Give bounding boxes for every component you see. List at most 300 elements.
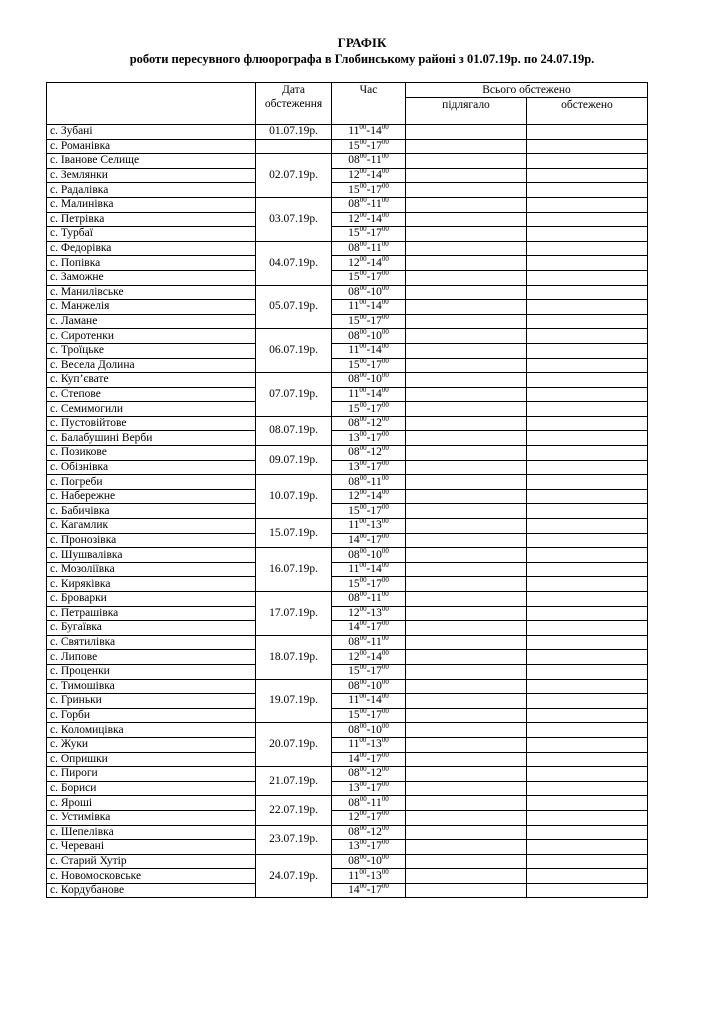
time-start-minutes: 00 [359, 299, 367, 307]
time-end-hour: 12 [370, 446, 382, 459]
examined-count-cell [527, 606, 648, 621]
time-start-hour: 08 [348, 854, 360, 867]
time-end-minutes: 00 [381, 722, 389, 730]
time-start-hour: 12 [348, 606, 360, 619]
examined-count-cell [527, 533, 648, 548]
time-dash: - [366, 825, 371, 838]
time-start-hour: 14 [348, 752, 360, 765]
village-cell: с. Балабушині Верби [47, 431, 256, 446]
time-start-hour: 12 [348, 811, 360, 824]
time-end-hour: 14 [370, 300, 382, 313]
examined-count-cell [527, 752, 648, 767]
time-cell [332, 402, 406, 417]
time-end-hour: 17 [370, 665, 382, 678]
time-start-minutes: 00 [359, 358, 367, 365]
time-start-minutes: 00 [359, 635, 367, 643]
village-cell: с. Бабичівка [47, 504, 256, 519]
time-end-hour: 17 [370, 504, 382, 517]
subject-count-cell [406, 840, 527, 855]
village-cell: с. Шушвалівка [47, 548, 256, 563]
date-cell: 09.07.19р. [256, 446, 332, 475]
time-start-hour: 12 [348, 256, 360, 269]
village-cell: с. Липове [47, 650, 256, 665]
time-end-hour: 13 [370, 869, 382, 882]
village-cell: с. Троїцьке [47, 343, 256, 358]
subject-count-cell [406, 869, 527, 884]
time-start-hour: 08 [348, 373, 360, 386]
subject-count-cell [406, 577, 527, 592]
time-end-hour: 17 [370, 621, 382, 634]
examined-count-cell [527, 329, 648, 344]
time-start-hour: 08 [348, 446, 360, 459]
subject-count-cell [406, 825, 527, 840]
subject-count-cell [406, 256, 527, 271]
village-cell: с. Яроші [47, 796, 256, 811]
time-start-minutes: 00 [359, 766, 367, 774]
subject-count-cell [406, 270, 527, 285]
time-cell [332, 796, 406, 811]
time-dash: - [366, 387, 371, 400]
date-cell [256, 139, 332, 154]
time-dash: - [366, 563, 371, 576]
time-start-hour: 14 [348, 884, 360, 897]
time-start-hour: 11 [348, 300, 360, 313]
table-row [47, 548, 648, 563]
time-start-minutes: 00 [359, 547, 367, 555]
time-end-hour: 11 [370, 636, 382, 649]
time-dash: - [366, 285, 371, 298]
subject-count-cell [406, 767, 527, 782]
time-end-hour: 17 [370, 884, 382, 897]
examined-count-cell [527, 241, 648, 256]
time-start-hour: 08 [348, 825, 360, 838]
time-cell [332, 314, 406, 329]
examined-count-cell [527, 504, 648, 519]
date-cell: 08.07.19р. [256, 416, 332, 445]
table-row [47, 183, 648, 198]
table-row [47, 329, 648, 344]
date-cell: 23.07.19р. [256, 825, 332, 854]
time-cell [332, 285, 406, 300]
date-cell: 06.07.19р. [256, 329, 332, 373]
time-end-hour: 14 [370, 212, 382, 225]
subject-count-cell [406, 358, 527, 373]
time-start-hour: 08 [348, 679, 360, 692]
time-start-minutes: 00 [359, 139, 367, 147]
time-end-hour: 10 [370, 329, 382, 342]
subject-count-cell [406, 125, 527, 140]
time-start-hour: 08 [348, 767, 360, 780]
subject-count-cell [406, 285, 527, 300]
village-cell: с. Проценки [47, 664, 256, 679]
time-dash: - [366, 869, 371, 882]
subject-count-cell [406, 431, 527, 446]
time-start-hour: 15 [348, 183, 360, 196]
time-dash: - [366, 256, 371, 269]
subject-header: підлягало [406, 98, 527, 125]
time-end-minutes: 00 [381, 270, 389, 278]
examined-count-cell [527, 489, 648, 504]
time-start-minutes: 00 [359, 810, 367, 818]
village-cell: с. Куп’євате [47, 373, 256, 388]
time-end-minutes: 00 [381, 255, 389, 263]
table-row [47, 358, 648, 373]
time-cell [332, 475, 406, 490]
date-cell: 17.07.19р. [256, 592, 332, 636]
village-cell: с. Черевані [47, 840, 256, 855]
village-cell: с. Жуки [47, 737, 256, 752]
village-cell: с. Старий Хутір [47, 854, 256, 869]
subject-count-cell [406, 241, 527, 256]
table-row [47, 737, 648, 752]
time-end-hour: 14 [370, 563, 382, 576]
time-end-minutes: 00 [381, 416, 389, 424]
time-cell [332, 606, 406, 621]
examined-count-cell [527, 402, 648, 417]
subject-count-cell [406, 810, 527, 825]
time-cell [332, 329, 406, 344]
time-start-hour: 15 [348, 709, 360, 722]
table-row [47, 533, 648, 548]
time-end-minutes: 00 [381, 781, 389, 789]
time-dash: - [366, 592, 371, 605]
time-cell [332, 256, 406, 271]
village-cell: с. Бугаївка [47, 621, 256, 636]
time-cell [332, 562, 406, 577]
time-dash: - [366, 431, 371, 444]
time-start-hour: 15 [348, 402, 360, 415]
examined-count-cell [527, 548, 648, 563]
time-end-minutes: 00 [381, 474, 389, 482]
time-end-minutes: 00 [381, 606, 389, 614]
time-start-hour: 15 [348, 577, 360, 590]
time-start-hour: 15 [348, 271, 360, 284]
time-start-hour: 08 [348, 417, 360, 430]
time-cell [332, 723, 406, 738]
time-cell [332, 358, 406, 373]
schedule-table [46, 82, 648, 898]
table-row [47, 314, 648, 329]
village-cell: с. Коломицівка [47, 723, 256, 738]
time-start-minutes: 00 [359, 533, 367, 541]
time-dash: - [366, 811, 371, 824]
village-cell: с. Малинівка [47, 197, 256, 212]
time-end-hour: 14 [370, 387, 382, 400]
subject-count-cell [406, 592, 527, 607]
time-cell [332, 212, 406, 227]
time-dash: - [366, 650, 371, 663]
time-cell [332, 241, 406, 256]
village-cell: с. Позикове [47, 446, 256, 461]
time-dash: - [366, 475, 371, 488]
subject-count-cell [406, 168, 527, 183]
examined-count-cell [527, 854, 648, 869]
time-start-minutes: 00 [359, 328, 367, 336]
time-end-hour: 17 [370, 139, 382, 152]
time-end-hour: 17 [370, 752, 382, 765]
time-end-minutes: 00 [381, 503, 389, 511]
village-cell: с. Бориси [47, 781, 256, 796]
time-end-minutes: 00 [381, 387, 389, 395]
time-cell [332, 416, 406, 431]
time-end-hour: 11 [370, 592, 382, 605]
time-cell [332, 154, 406, 169]
time-start-minutes: 00 [359, 489, 367, 497]
time-end-minutes: 00 [381, 430, 389, 438]
time-dash: - [366, 315, 371, 328]
date-cell: 15.07.19р. [256, 519, 332, 548]
time-start-minutes: 00 [359, 430, 367, 438]
table-row [47, 796, 648, 811]
subject-count-cell [406, 329, 527, 344]
examined-count-cell [527, 285, 648, 300]
time-end-minutes: 00 [381, 868, 389, 876]
table-row [47, 373, 648, 388]
time-dash: - [366, 329, 371, 342]
time-end-hour: 17 [370, 227, 382, 240]
village-cell: с. Гриньки [47, 694, 256, 709]
examined-count-cell [527, 373, 648, 388]
time-dash: - [366, 723, 371, 736]
subject-count-cell [406, 197, 527, 212]
date-cell: 24.07.19р. [256, 854, 332, 898]
table-row [47, 752, 648, 767]
time-end-minutes: 00 [381, 241, 389, 249]
time-cell [332, 694, 406, 709]
village-cell: с. Пустовійтове [47, 416, 256, 431]
time-end-hour: 12 [370, 767, 382, 780]
examined-count-cell [527, 212, 648, 227]
time-start-minutes: 00 [359, 708, 367, 716]
time-dash: - [366, 548, 371, 561]
time-start-minutes: 00 [359, 197, 367, 205]
date-cell: 02.07.19р. [256, 154, 332, 198]
time-end-hour: 14 [370, 256, 382, 269]
time-end-minutes: 00 [381, 489, 389, 497]
time-dash: - [366, 606, 371, 619]
time-start-minutes: 00 [359, 285, 367, 292]
subject-count-cell [406, 460, 527, 475]
table-row [47, 475, 648, 490]
examined-count-cell [527, 650, 648, 665]
time-end-hour: 14 [370, 650, 382, 663]
time-end-minutes: 00 [381, 693, 389, 701]
time-cell [332, 183, 406, 198]
time-end-hour: 11 [370, 796, 382, 809]
date-cell: 19.07.19р. [256, 679, 332, 723]
time-end-minutes: 00 [381, 372, 389, 380]
time-end-hour: 10 [370, 854, 382, 867]
village-cell: с. Турбаї [47, 227, 256, 242]
time-end-hour: 11 [370, 475, 382, 488]
time-cell [332, 504, 406, 519]
village-cell: с. Пронозівка [47, 533, 256, 548]
table-row [47, 446, 648, 461]
village-cell: с. Кагамлик [47, 519, 256, 534]
subject-count-cell [406, 519, 527, 534]
time-end-hour: 12 [370, 825, 382, 838]
examined-count-cell [527, 314, 648, 329]
time-start-minutes: 00 [359, 503, 367, 511]
subject-count-cell [406, 300, 527, 315]
time-dash: - [366, 884, 371, 897]
time-start-minutes: 00 [359, 562, 367, 570]
village-header [47, 83, 256, 125]
date-cell: 18.07.19р. [256, 635, 332, 679]
time-cell [332, 737, 406, 752]
time-end-hour: 10 [370, 548, 382, 561]
village-cell: с. Манжелія [47, 300, 256, 315]
table-row [47, 708, 648, 723]
time-start-hour: 13 [348, 431, 360, 444]
examined-header: обстежено [527, 98, 648, 125]
time-end-minutes: 00 [381, 635, 389, 643]
table-row [47, 460, 648, 475]
table-row [47, 197, 648, 212]
time-cell [332, 533, 406, 548]
table-row [47, 767, 648, 782]
time-end-hour: 14 [370, 125, 382, 138]
village-cell: с. Іванове Селище [47, 154, 256, 169]
subject-count-cell [406, 796, 527, 811]
subject-count-cell [406, 387, 527, 402]
table-row [47, 154, 648, 169]
time-end-minutes: 00 [381, 445, 389, 453]
examined-count-cell [527, 694, 648, 709]
time-end-minutes: 00 [381, 343, 389, 351]
time-start-minutes: 00 [359, 182, 367, 190]
time-end-hour: 17 [370, 811, 382, 824]
time-start-minutes: 00 [359, 343, 367, 351]
table-row [47, 285, 648, 300]
table-row [47, 883, 648, 898]
table-row [47, 664, 648, 679]
time-start-minutes: 00 [359, 795, 367, 803]
time-dash: - [366, 519, 371, 532]
subject-count-cell [406, 694, 527, 709]
time-dash: - [366, 679, 371, 692]
time-end-hour: 10 [370, 723, 382, 736]
examined-count-cell [527, 679, 648, 694]
time-start-hour: 15 [348, 139, 360, 152]
time-end-hour: 17 [370, 840, 382, 853]
time-dash: - [366, 154, 371, 167]
time-dash: - [366, 198, 371, 211]
time-end-minutes: 00 [381, 664, 389, 672]
time-end-hour: 13 [370, 738, 382, 751]
subject-count-cell [406, 723, 527, 738]
table-row [47, 504, 648, 519]
village-cell: с. Новомосковське [47, 869, 256, 884]
time-cell [332, 270, 406, 285]
subject-count-cell [406, 679, 527, 694]
time-end-hour: 17 [370, 709, 382, 722]
examined-count-cell [527, 577, 648, 592]
time-end-minutes: 00 [381, 401, 389, 409]
time-start-minutes: 00 [359, 664, 367, 672]
time-cell [332, 810, 406, 825]
time-start-hour: 08 [348, 723, 360, 736]
time-end-minutes: 00 [381, 314, 389, 322]
examined-count-cell [527, 664, 648, 679]
time-end-hour: 10 [370, 285, 382, 298]
examined-count-cell [527, 883, 648, 898]
time-end-minutes: 00 [381, 212, 389, 220]
time-cell [332, 373, 406, 388]
table-row [47, 212, 648, 227]
examined-count-cell [527, 869, 648, 884]
village-cell: с. Тимошівка [47, 679, 256, 694]
time-start-hour: 08 [348, 329, 360, 342]
time-start-minutes: 00 [359, 387, 367, 395]
time-end-hour: 17 [370, 315, 382, 328]
time-start-minutes: 00 [359, 752, 367, 759]
examined-count-cell [527, 723, 648, 738]
time-start-hour: 08 [348, 285, 360, 298]
time-start-minutes: 00 [359, 868, 367, 876]
time-start-hour: 08 [348, 198, 360, 211]
time-cell [332, 840, 406, 855]
subject-count-cell [406, 854, 527, 869]
time-start-minutes: 00 [359, 737, 367, 745]
time-end-minutes: 00 [381, 591, 389, 599]
time-end-hour: 17 [370, 183, 382, 196]
examined-count-cell [527, 139, 648, 154]
time-dash: - [366, 854, 371, 867]
examined-count-cell [527, 183, 648, 198]
time-dash: - [366, 796, 371, 809]
table-row [47, 519, 648, 534]
examined-count-cell [527, 154, 648, 169]
time-start-hour: 12 [348, 650, 360, 663]
date-cell: 10.07.19р. [256, 475, 332, 519]
time-end-minutes: 00 [381, 649, 389, 657]
village-cell: с. Манилівське [47, 285, 256, 300]
table-row [47, 679, 648, 694]
examined-count-cell [527, 358, 648, 373]
examined-count-cell [527, 592, 648, 607]
time-cell [332, 825, 406, 840]
subject-count-cell [406, 548, 527, 563]
time-start-minutes: 00 [359, 649, 367, 657]
table-row [47, 256, 648, 271]
table-row [47, 723, 648, 738]
time-start-minutes: 00 [359, 693, 367, 701]
time-cell [332, 621, 406, 636]
time-end-hour: 13 [370, 519, 382, 532]
date-cell: 21.07.19р. [256, 767, 332, 796]
time-dash: - [366, 752, 371, 765]
time-start-hour: 08 [348, 796, 360, 809]
time-start-minutes: 00 [359, 679, 367, 687]
time-start-hour: 14 [348, 533, 360, 546]
time-start-minutes: 00 [359, 212, 367, 220]
time-end-minutes: 00 [381, 226, 389, 234]
village-cell: с. Обізнівка [47, 460, 256, 475]
table-row [47, 635, 648, 650]
date-cell: 04.07.19р. [256, 241, 332, 285]
table-row [47, 343, 648, 358]
time-start-minutes: 00 [359, 255, 367, 263]
time-start-minutes: 00 [359, 620, 367, 628]
time-start-minutes: 00 [359, 153, 367, 161]
time-start-hour: 13 [348, 782, 360, 795]
time-start-hour: 08 [348, 154, 360, 167]
time-dash: - [366, 636, 371, 649]
time-start-minutes: 00 [359, 591, 367, 599]
village-cell: с. Опришки [47, 752, 256, 767]
time-start-minutes: 00 [359, 722, 367, 730]
